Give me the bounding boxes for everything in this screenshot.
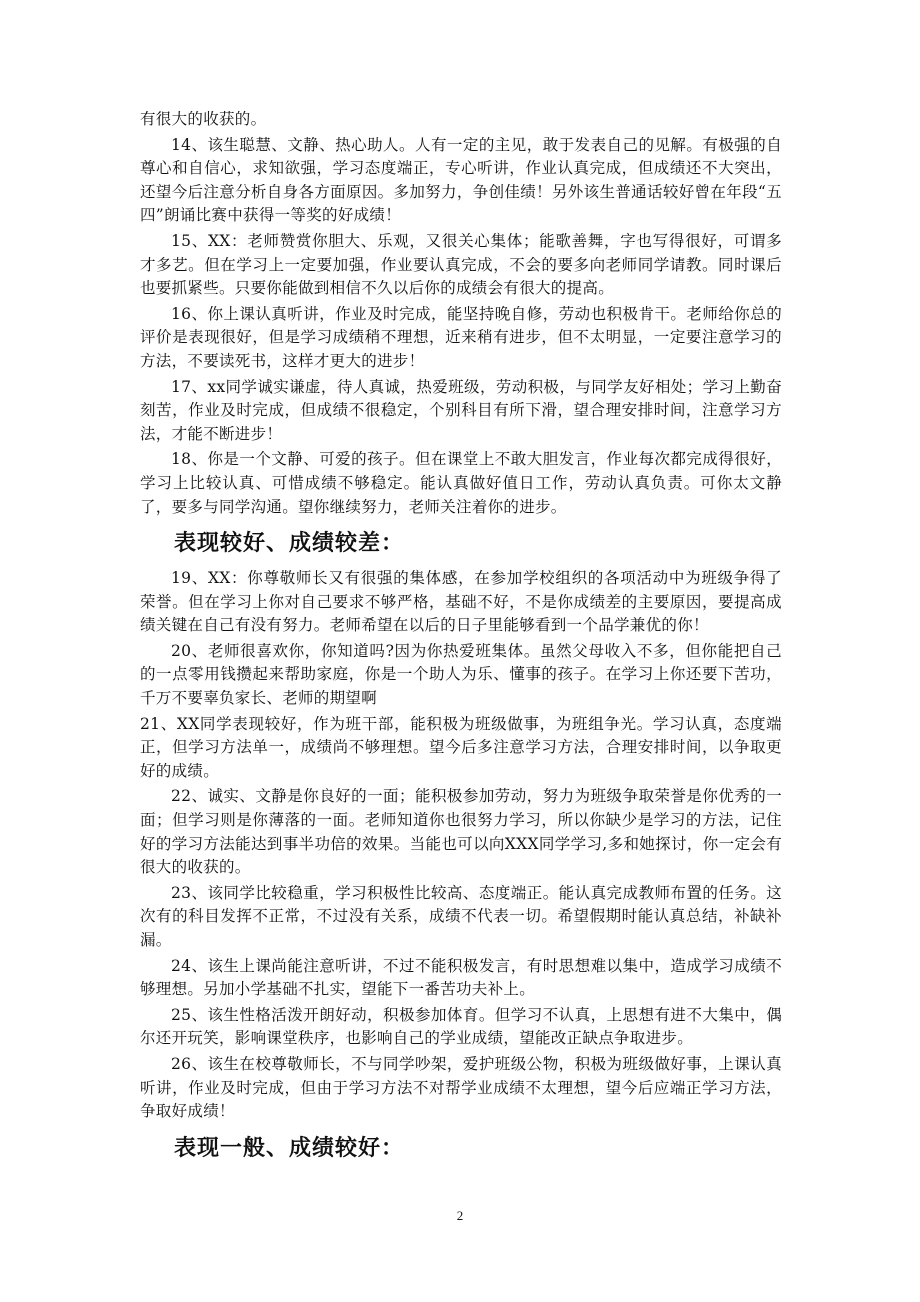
- paragraph-23: 23、该同学比较稳重，学习积极性比较高、态度端正。能认真完成教师布置的任务。这次有的科目发挥不正常，不过没有关系，成绩不代表一切。希望假期时能认真总结，补缺补漏。: [140, 883, 782, 949]
- paragraph-14: 14、该生聪慧、文静、热心助人。人有一定的主见，敢于发表自己的见解。有极强的自尊心和自信心，求知欲强，学习态度端正，专心听讲，作业认真完成，但成绩还不大突出，还望今后注意分析自身各方面原因。多加努力，争创佳绩！另外该生普通话较好曾在年段“五四”朗诵比赛中获得一等奖的好成绩！: [140, 135, 782, 225]
- paragraph-25: 25、该生性格活泼开朗好动，积极参加体育。但学习不认真，上思想有进不大集中，偶尔还开玩笑，影响课堂秩序，也影响自己的学业成绩，望能改正缺点争取进步。: [140, 1005, 782, 1048]
- paragraph-26: 26、该生在校尊敬师长，不与同学吵架，爱护班级公物，积极为班级做好事，上课认真听讲，作业及时完成，但由于学习方法不对帮学业成绩不太理想，望今后应端正学习方法，争取好成绩！: [140, 1054, 782, 1121]
- paragraph-17: 17、xx同学诚实谦虚，待人真诚，热爱班级，劳动积极，与同学友好相处；学习上勤奋刻苦，作业及时完成，但成绩不很稳定，个别科目有所下滑，望合理安排时间，注意学习方法，才能不断进步！: [140, 377, 782, 443]
- section-heading-good-behavior-poor-grades: 表现较好、成绩较差：: [174, 531, 405, 557]
- paragraph-24: 24、该生上课尚能注意听讲，不过不能积极发言，有时思想难以集中，造成学习成绩不够理想。另加小学基础不扎实，望能下一番苦功夫补上。: [140, 956, 782, 999]
- paragraph-16: 16、你上课认真听讲，作业及时完成，能坚持晚自修，劳动也积极肯干。老师给你总的评价是表现很好，但是学习成绩稍不理想，近来稍有进步，但不太明显，一定要注意学习的方法，不要读死书，这样才更大的进步！: [140, 304, 782, 370]
- paragraph-21: 21、XX同学表现较好，作为班干部，能积极为班级做事，为班组争光。学习认真，态度端正，但学习方法单一，成绩尚不够理想。望今后多注意学习方法，合理安排时间，以争取更好的成绩。: [140, 714, 782, 780]
- section-heading-average-behavior-good-grades: 表现一般、成绩较好：: [174, 1135, 405, 1161]
- paragraph-continuation: 有很大的收获的。: [140, 110, 267, 128]
- paragraph-20: 20、老师很喜欢你，你知道吗?因为你热爱班集体。虽然父母收入不多，但你能把自己的一点零用钱攒起来帮助家庭，你是一个助人为乐、懂事的孩子。在学习上你还要下苦功，千万不要辜负家长、老师的期望啊: [140, 641, 782, 708]
- document-body: [140, 108, 782, 1172]
- paragraph-19: 19、XX：你尊敬师长又有很强的集体感，在参加学校组织的各项活动中为班级争得了荣誉。但在学习上你对自己要求不够严格，基础不好，不是你成绩差的主要原因，要提高成绩关键在自己有没有努力。老师希望在以后的日子里能够看到一个品学兼优的你！: [140, 569, 782, 635]
- paragraph-22: 22、诚实、文静是你良好的一面；能积极参加劳动，努力为班级争取荣誉是你优秀的一面；但学习则是你薄落的一面。老师知道你也很努力学习，所以你缺少是学习的方法，记住好的学习方法能达到事半功倍的效果。当能也可以向XXX同学学习,多和她探讨，你一定会有很大的收获的。: [140, 787, 782, 877]
- paragraph-15: 15、XX：老师赞赏你胆大、乐观，又很关心集体；能歌善舞，字也写得很好，可谓多才多艺。但在学习上一定要加强，作业要认真完成，不会的要多向老师同学请教。同时课后也要抓紧些。只要你能做到相信不久以后你的成绩会有很大的提高。: [140, 231, 782, 298]
- paragraph-18: 18、你是一个文静、可爱的孩子。但在课堂上不敢大胆发言，作业每次都完成得很好，学习上比较认真、可惜成绩不够稳定。能认真做好值日工作，劳动认真负责。可你太文静了，要多与同学沟通。望你继续努力，老师关注着你的进步。: [140, 450, 782, 516]
- page-number: 2: [456, 1208, 464, 1223]
